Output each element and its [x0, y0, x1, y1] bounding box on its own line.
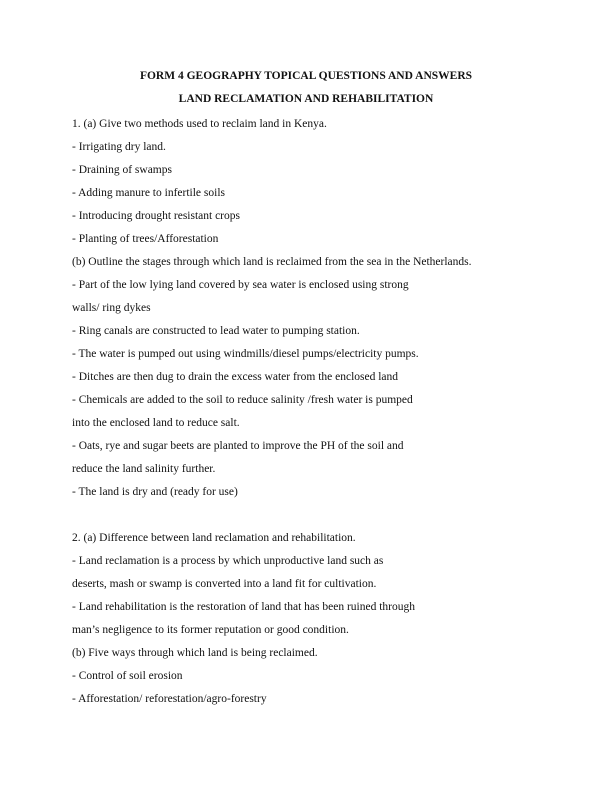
text-line: - Control of soil erosion — [72, 670, 183, 682]
text-line: reduce the land salinity further. — [72, 463, 216, 475]
text-line: - Afforestation/ reforestation/agro-forestry — [72, 693, 267, 705]
text-line: deserts, mash or swamp is converted into a land fit for cultivation. — [72, 578, 377, 590]
document-body — [72, 116, 552, 714]
text-line: - Part of the low lying land covered by sea water is enclosed using strong — [72, 279, 409, 291]
text-line: man’s negligence to its former reputation or good condition. — [72, 624, 349, 636]
text-line: walls/ ring dykes — [72, 302, 151, 314]
text-line: - Ditches are then dug to drain the excess water from the enclosed land — [72, 371, 399, 383]
section-2 — [72, 530, 552, 714]
document-subtitle: LAND RECLAMATION AND REHABILITATION — [178, 93, 434, 105]
text-line: (b) Five ways through which land is being reclaimed. — [72, 647, 318, 659]
text-line: - Land rehabilitation is the restoration of land that has been ruined through — [72, 601, 415, 613]
section-1 — [72, 116, 552, 507]
text-line: into the enclosed land to reduce salt. — [72, 417, 240, 429]
text-line: - The water is pumped out using windmills/diesel pumps/electricity pumps. — [72, 348, 419, 360]
text-line: - Ring canals are constructed to lead water to pumping station. — [72, 325, 360, 337]
text-line: - Irrigating dry land. — [72, 141, 166, 153]
text-line: - Planting of trees/Afforestation — [72, 233, 219, 245]
text-line: 2. (a) Difference between land reclamation and rehabilitation. — [72, 532, 356, 544]
document-title: FORM 4 GEOGRAPHY TOPICAL QUESTIONS AND ANSWERS — [139, 70, 473, 82]
text-line: - Chemicals are added to the soil to reduce salinity /fresh water is pumped — [72, 394, 413, 406]
text-line: - Adding manure to infertile soils — [72, 187, 225, 199]
text-line: 1. (a) Give two methods used to reclaim land in Kenya. — [72, 118, 327, 130]
text-line: - Oats, rye and sugar beets are planted to improve the PH of the soil and — [72, 440, 404, 452]
text-line: (b) Outline the stages through which land is reclaimed from the sea in the Netherlands. — [72, 256, 472, 268]
text-line: - The land is dry and (ready for use) — [72, 486, 238, 498]
text-line: - Land reclamation is a process by which unproductive land such as — [72, 555, 384, 567]
text-line: - Introducing drought resistant crops — [72, 210, 240, 222]
section-spacer — [72, 507, 552, 530]
text-line: - Draining of swamps — [72, 164, 172, 176]
